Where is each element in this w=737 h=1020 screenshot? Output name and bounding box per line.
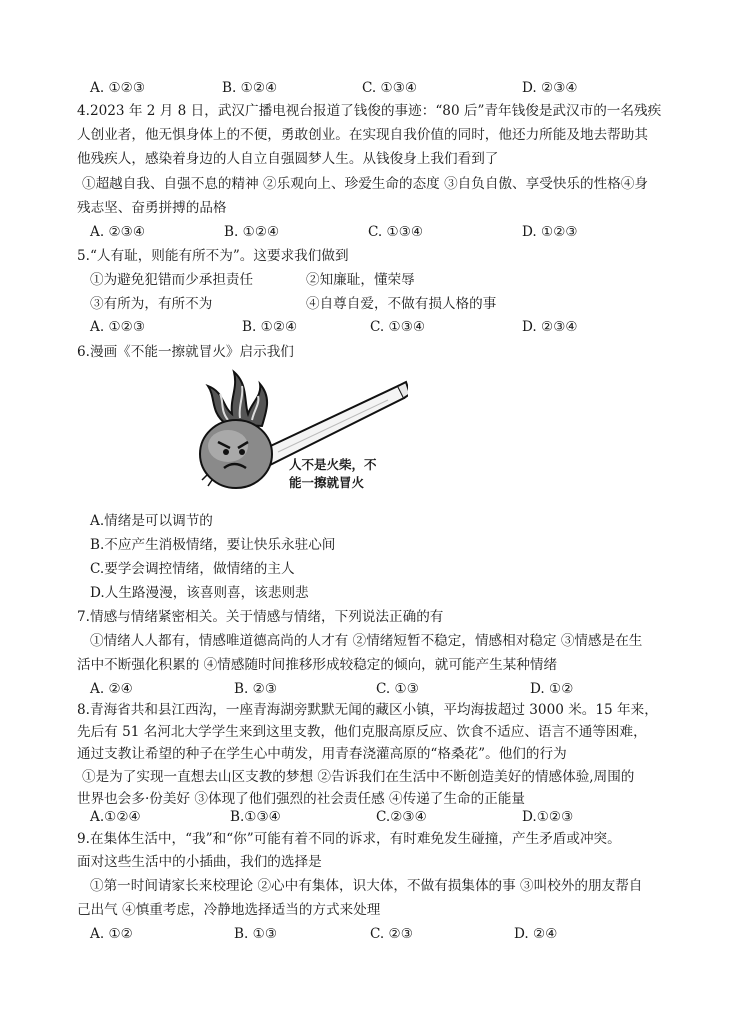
q9-choices-line-2: 己出气 ④慎重考虑，冷静地选择适当的方式来处理: [77, 902, 381, 918]
q9-option-b: B. ①③: [234, 926, 278, 942]
q7-option-b: B. ②③: [234, 681, 278, 697]
q7-choices-line-1: ①情绪人人都有，情感唯道德高尚的人才有 ②情绪短暂不稳定，情感相对稳定 ③情感是在生: [90, 633, 643, 649]
q8-option-d: D.①②③: [522, 809, 574, 825]
q9-stem-line-2: 面对这些生活中的小插曲，我们的选择是: [77, 854, 322, 870]
q9-stem-line-1: 9.在集体生活中，“我”和“你”可能有着不同的诉求，有时难免发生碰撞，产生矛盾或冲突。: [77, 831, 621, 847]
cartoon-caption-line-1: 人不是火柴，不: [289, 457, 377, 472]
q8-stem-line-2: 先后有 51 名河北大学学生来到这里支教，他们克服高原反应、饮食不适应、语言不通等困难，: [77, 724, 647, 740]
q9-option-c: C. ②③: [370, 926, 413, 942]
q7-stem: 7.情感与情绪紧密相关。关于情感与情绪，下列说法正确的有: [77, 609, 444, 625]
q5-option-a: A. ①②③: [90, 319, 146, 335]
q6-option-b: B.不应产生消极情绪，要让快乐永驻心间: [90, 537, 336, 553]
q5-option-d: D. ②③④: [522, 319, 578, 335]
q5-option-b: B. ①②④: [242, 319, 298, 335]
q8-stem-line-3: 通过支教让希望的种子在学生心中萌发，用青春浇灌高原的“格桑花”。他们的行为: [77, 746, 567, 762]
q8-option-b: B.①③④: [230, 809, 281, 825]
q4-stem-line-1: 4.2023 年 2 月 8 日，武汉广播电视台报道了钱俊的事迹：“80 后”青年钱俊是武汉市的一名残疾: [77, 103, 662, 119]
q3-option-a: A. ①②③: [90, 80, 146, 96]
q8-option-a: A.①②④: [90, 809, 141, 825]
q7-option-c: C. ①③: [376, 681, 419, 697]
q4-option-c: C. ①③④: [368, 224, 424, 240]
q6-option-c: C.要学会调控情绪，做情绪的主人: [90, 561, 295, 577]
q5-choice-4: ④自尊自爱，不做有损人格的事: [306, 296, 497, 312]
q8-stem-line-1: 8.青海省共和县江西沟，一座青海湖旁默默无闻的藏区小镇，平均海拔超过 3000 米。15 年来，: [77, 702, 658, 718]
cartoon-caption-line-2: 能一擦就冒火: [289, 475, 365, 490]
q9-option-d: D. ②④: [514, 926, 558, 942]
q4-stem-line-2: 人创业者，他无惧身体上的不便，勇敢创业。在实现自我价值的同时，他还力所能及地去帮助其: [77, 127, 648, 143]
q3-option-c: C. ①③④: [362, 80, 418, 96]
q8-choices-line-2: 世界也会多·份美好 ③体现了他们强烈的社会责任感 ④传递了生命的正能量: [77, 791, 525, 807]
q4-choices-line-2: 残志坚、奋勇拼搏的品格: [77, 200, 227, 216]
q8-option-c: C.②③④: [376, 809, 427, 825]
q8-choices-line-1: ①是为了实现一直想去山区支教的梦想 ②告诉我们在生活中不断创造美好的情感体验,周围的: [82, 769, 635, 785]
q6-option-a: A.情绪是可以调节的: [90, 513, 213, 529]
q9-choices-line-1: ①第一时间请家长来校理论 ②心中有集体，识大体，不做有损集体的事 ③叫校外的朋友帮自: [90, 878, 643, 894]
q7-option-d: D. ①②: [530, 681, 574, 697]
q7-choices-line-2: 活中不断强化积累的 ④情感随时间推移形成较稳定的倾向，就可能产生某种情绪: [77, 657, 558, 673]
q5-option-c: C. ①③④: [370, 319, 426, 335]
q4-option-a: A. ②③④: [90, 224, 146, 240]
q7-option-a: A. ②④: [90, 681, 133, 697]
q5-choice-3: ③有所为，有所不为: [90, 296, 213, 312]
q5-choice-1: ①为避免犯错而少承担责任: [90, 272, 254, 288]
q6-stem: 6.漫画《不能一擦就冒火》启示我们: [77, 344, 294, 360]
q6-option-d: D.人生路漫漫，该喜则喜，该悲则悲: [90, 585, 309, 601]
q5-stem: 5.“人有耻，则能有所不为”。这要求我们做到: [77, 248, 349, 264]
q9-option-a: A. ①②: [90, 926, 133, 942]
q4-choices-line-1: ①超越自我、自强不息的精神 ②乐观向上、珍爱生命的态度 ③自负自傲、享受快乐的性格④身: [82, 176, 648, 192]
q4-option-d: D. ①②③: [522, 224, 578, 240]
q3-option-b: B. ①②④: [222, 80, 278, 96]
q5-choice-2: ②知廉耻，懂荣辱: [306, 272, 415, 288]
q4-option-b: B. ①②④: [224, 224, 280, 240]
q3-option-d: D. ②③④: [522, 80, 578, 96]
q4-stem-line-3: 他残疾人，感染着身边的人自立自强圆梦人生。从钱俊身上我们看到了: [77, 151, 499, 167]
